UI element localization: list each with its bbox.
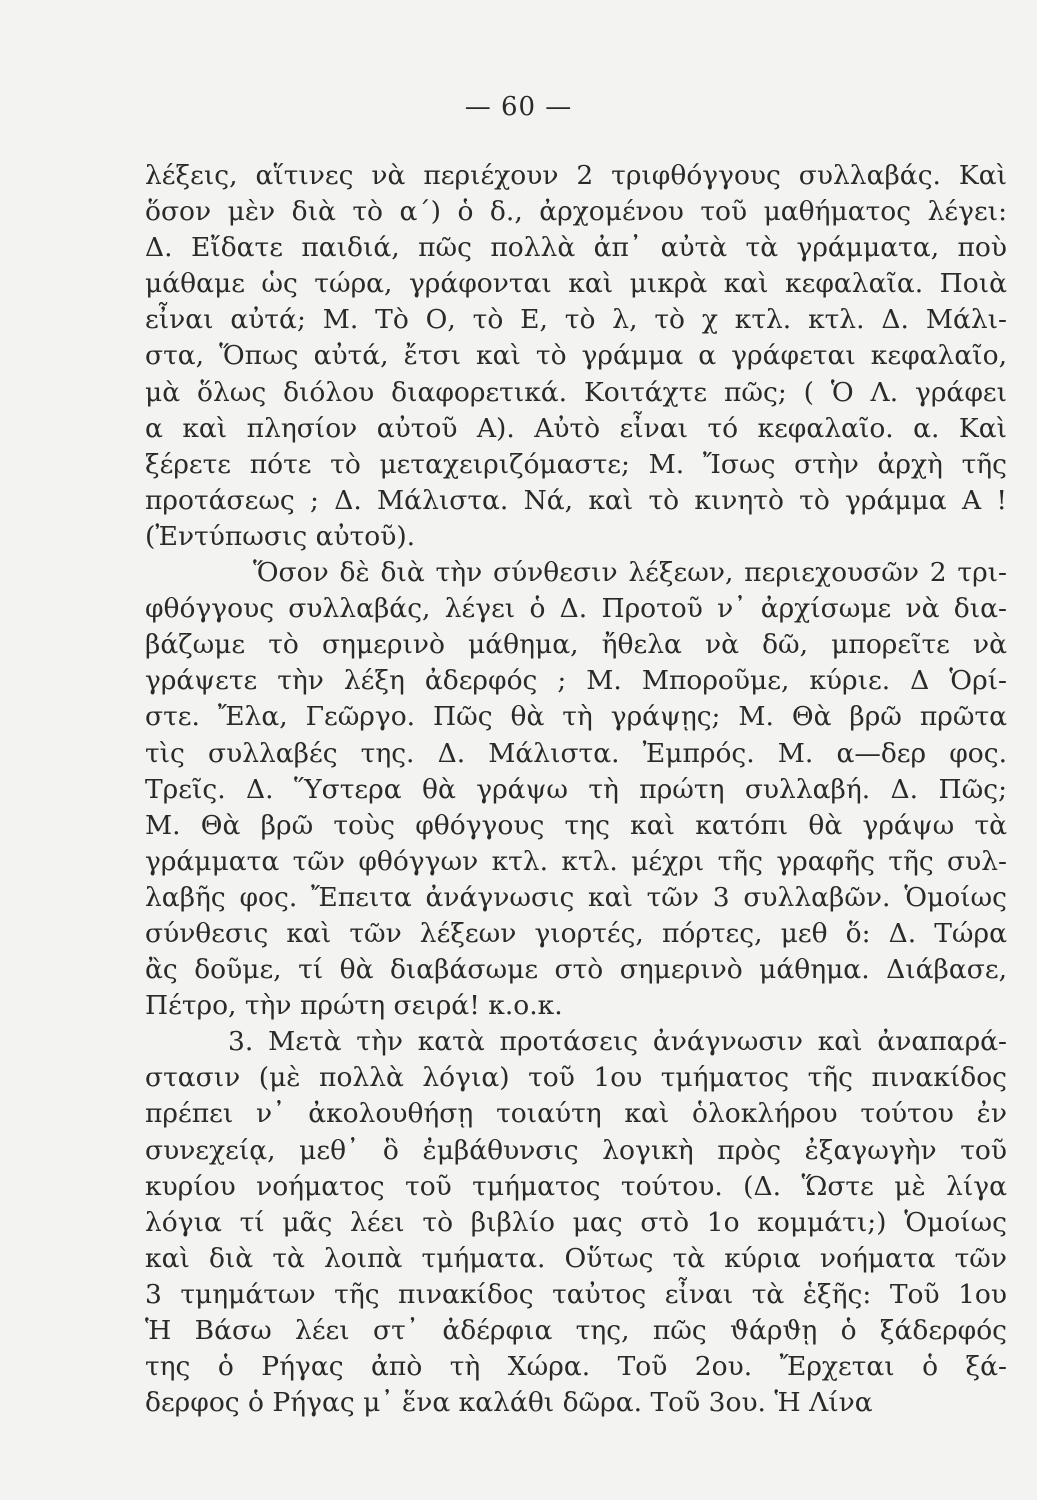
text-line: στα, Ὅπως αὐτά, ἔτσι καὶ τὸ γράμμα α γράφεται κεφαλαῖο,	[145, 340, 1007, 372]
text-line: πρέπει ν᾽ ἀκολουθήσῃ τοιαύτη καὶ ὁλοκλήρου τούτου ἐν	[145, 1098, 1007, 1130]
text-line: α καὶ πλησίον αὐτοῦ Α). Αὐτὸ εἶναι τό κεφαλαῖο. α. Καὶ	[145, 412, 1007, 444]
text-line: μὰ ὅλως διόλου διαφορετικά. Κοιτάχτε πῶς; ( Ὁ Λ. γράφει	[145, 376, 1007, 408]
text-line: ἂς δοῦμε, τί θὰ διαβάσωμε στὸ σημερινὸ μάθημα. Διάβασε,	[145, 954, 1007, 986]
text-line: (Ἐντύπωσις αὐτοῦ).	[145, 520, 416, 552]
text-line: γράμματα τῶν φθόγγων κτλ. κτλ. μέχρι τῆς γραφῆς τῆς συλ-	[145, 845, 1007, 877]
text-line: λαβῆς φος. Ἔπειτα ἀνάγνωσις καὶ τῶν 3 συλλαβῶν. Ὁμοίως	[145, 881, 1007, 913]
text-line: μάθαμε ὡς τώρα, γράφονται καὶ μικρὰ καὶ κεφαλαῖα. Ποιὰ	[145, 268, 1007, 300]
text-line: λέξεις, αἵτινες νὰ περιέχουν 2 τριφθόγγους συλλαβάς. Καὶ	[145, 160, 1007, 191]
text-line: προτάσεως ; Δ. Μάλιστα. Νά, καὶ τὸ κινητὸ τὸ γράμμα Α !	[145, 484, 1007, 516]
text-line: Πέτρο, τὴν πρώτη σειρά! κ.ο.κ.	[145, 990, 563, 1022]
text-line: δερφος ὁ Ρήγας μ᾽ ἕνα καλάθι δῶρα. Τοῦ 3ου. Ἡ Λίνα	[145, 1387, 873, 1419]
text-line: στασιν (μὲ πολλὰ λόγια) τοῦ 1ου τμήματος τῆς πινακίδος	[145, 1062, 1007, 1094]
text-line: ὅσον μὲν διὰ τὸ α΄) ὁ δ., ἀρχομένου τοῦ μαθήματος λέγει:	[145, 196, 1007, 228]
body-text	[145, 158, 1007, 1421]
text-line: 3. Μετὰ τὴν κατὰ προτάσεις ἀνάγνωσιν καὶ ἀναπαρά-	[228, 1026, 1007, 1058]
text-line: λόγια τί μᾶς λέει τὸ βιβλίο μας στὸ 1ο κομμάτι;) Ὁμοίως	[145, 1206, 1007, 1238]
text-line: Τρεῖς. Δ. Ὕστερα θὰ γράψω τὴ πρώτη συλλαβή. Δ. Πῶς;	[145, 773, 1007, 805]
text-line: κυρίου νοήματος τοῦ τμήματος τούτου. (Δ. Ὥστε μὲ λίγα	[145, 1170, 1007, 1202]
text-line: Μ. Θὰ βρῶ τοὺς φθόγγους της καὶ κατόπι θὰ γράψω τὰ	[145, 809, 1007, 841]
text-line: γράψετε τὴν λέξη ἀδερφός ; Μ. Μποροῦμε, κύριε. Δ Ὁρί-	[145, 665, 1007, 697]
text-line: συνεχείᾳ, μεθ᾽ ὃ ἐμβάθυνσις λογικὴ πρὸς ἐξαγωγὴν τοῦ	[145, 1134, 1007, 1166]
text-line: βάζωμε τὸ σημερινὸ μάθημα, ἤθελα νὰ δῶ, μπορεῖτε νὰ	[145, 629, 1007, 661]
text-line: στε. Ἔλα, Γεῶργο. Πῶς θὰ τὴ γράψῃς; Μ. Θὰ βρῶ πρῶτα	[145, 701, 1007, 733]
text-line: Ὅσον δὲ διὰ τὴν σύνθεσιν λέξεων, περιεχουσῶν 2 τρι-	[253, 557, 1007, 589]
text-line: Δ. Εἴδατε παιδιά, πῶς πολλὰ ἀπ᾽ αὐτὰ τὰ γράμματα, ποὺ	[145, 232, 1007, 264]
text-line: 3 τμημάτων τῆς πινακίδος ταὐτος εἶναι τὰ ἑξῆς: Τοῦ 1ου	[145, 1278, 1007, 1310]
text-line: ξέρετε πότε τὸ μεταχειριζόμαστε; Μ. Ἴσως στὴν ἀρχὴ τῆς	[145, 448, 1007, 480]
text-line: Ἡ Βάσω λέει στ᾽ ἀδέρφια της, πῶς ϑάρϑῃ ὁ ξάδερφός	[145, 1315, 1007, 1346]
page-number: — 60 —	[464, 92, 573, 122]
text-line: σύνθεσις καὶ τῶν λέξεων γιορτές, πόρτες, μεθ ὅ: Δ. Τώρα	[145, 917, 1007, 949]
text-line: φθόγγους συλλαβάς, λέγει ὁ Δ. Προτοῦ ν᾽ ἀρχίσωμε νὰ δια-	[145, 593, 1007, 625]
text-line: εἶναι αὐτά; Μ. Τὸ Ο, τὸ Ε, τὸ λ, τὸ χ κτλ. κτλ. Δ. Μάλι-	[145, 304, 1007, 336]
text-line: τὶς συλλαβές της. Δ. Μάλιστα. Ἐμπρός. Μ. α—δερ φος.	[145, 737, 1007, 769]
text-line: της ὁ Ρήγας ἀπὸ τὴ Χώρα. Τοῦ 2ου. Ἔρχεται ὁ ξά-	[145, 1351, 1007, 1383]
text-line: καὶ διὰ τὰ λοιπὰ τμήματα. Οὕτως τὰ κύρια νοήματα τῶν	[145, 1242, 1007, 1274]
